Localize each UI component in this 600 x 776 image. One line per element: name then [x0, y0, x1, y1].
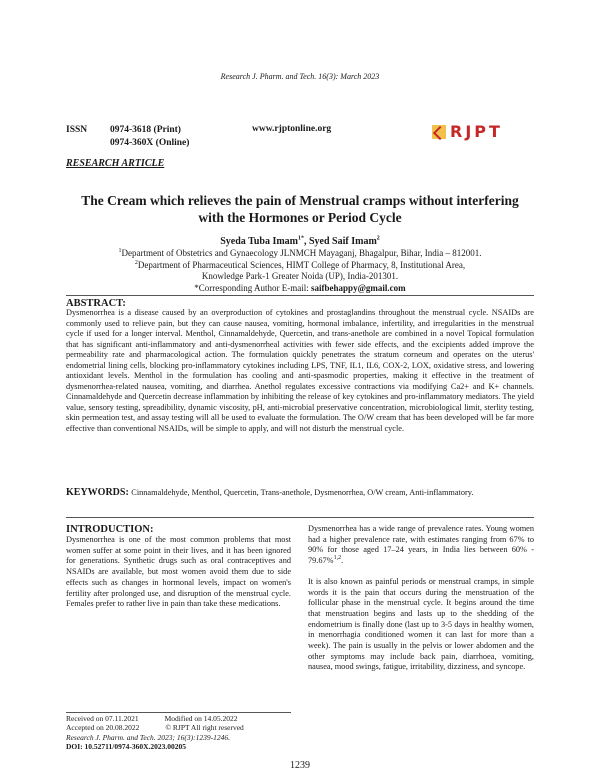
- copyright: © RJPT All right reserved: [165, 723, 244, 733]
- article-history-footnote: [66, 714, 296, 751]
- affiliation-2-cont: Knowledge Park-1 Greater Noida (UP), India-201301.: [201, 271, 399, 281]
- journal-running-header: Research J. Pharm. and Tech. 16(3): March 2023: [220, 72, 380, 81]
- issn-online: 0974-360X (Online): [110, 138, 190, 148]
- affiliation-2: Department of Pharmaceutical Sciences, HIMT College of Pharmacy, 8, Institutional Area,: [137, 259, 466, 270]
- introduction-right-paragraph-1: [308, 524, 534, 567]
- logo-text: RJPT: [450, 122, 503, 141]
- corresponding-email[interactable]: saifbehappy@gmail.com: [311, 282, 406, 293]
- introduction-left-paragraph: Dysmenorrhea is one of the most common problems that most women suffer at some point in their lives, and it has been ignored for generations. Synthetic drugs such as oral contraceptives and NSAIDs are available, but most women avoid them due to side effects such as changes in hormonal levels, impact on women's fertility after prolonged use, and disruption of the menstrual cycle. Females prefer to rather live in pain than take these medications.: [66, 535, 291, 609]
- affiliation-1: Department of Obstetrics and Gynaecology JLNMCH Mayaganj, Bhagalpur, Bihar, India – 812001.: [121, 248, 482, 258]
- received-date: Received on 07.11.2021: [66, 714, 139, 723]
- paper-title: The Cream which relieves the pain of Menstrual cramps without interfering with the Hormones or Period Cycle: [81, 193, 519, 225]
- abstract-body: Dysmenorrhea is a disease caused by an overproduction of cytokines and prostaglandins throughout the menstrual cycle. NSAIDs are commonly used to relieve pain, but they can cause nausea, vomiting, hormonal imbalance, infertility, and irregularities in the menstrual cycle if used for a longer interval. Menthol, Cinnamaldehyde, Quercetin, and trans-anethole are combined in a novel Topical formulation that has significant anti-inflammatory and anti-dysmenorrheal activities with fewer side effects, and the excipients added improve the permeability rate and pharmacological action. The formulation quickly penetrates the stratum corneum and operates on the uterus' endometrial lining cells, blocking pro-inflammatory cytokines including LPS, TNF, IL1, IL6, COX-2, LOX, oxidative stress, and lowering antioxidant levels. Menthol in the formulation has cooling and anti-spasmodic properties, making it effective in the treatment of dysmenorrhea-related nausea, vomiting, and diarrhea. Anethol regulates excessive contractions via modifying Ca2+ and K+ channels. Cinnamaldehyde and Quercetin decrease inflammation by inhibiting the release of key cytokines and pro-inflammatory mediators. The yield value, sensory testing, spreadibility, dynamic viscosity, pH, anti-microbial preservative concentration, microbiological limit, sterlity testing, skin permeation test, and assay testing will all be used to evaluate the formulation. The O/W cream that has been developed will be far more effective than conventional NSAIDs, will be simple to apply, and will not disturb the menstrual cycle.: [66, 308, 534, 433]
- citation: Research J. Pharm. and Tech. 2023; 16(3):1239-1246.: [66, 732, 231, 742]
- issn-block: [66, 124, 189, 150]
- author-list: [0, 236, 600, 247]
- author-separator: ,: [304, 236, 309, 247]
- keywords-text: Cinnamaldehyde, Menthol, Quercetin, Trans-anethole, Dysmenorrhea, O/W cream, Anti-inflammatory.: [131, 488, 474, 497]
- author-name: Syeda Tuba Imam: [220, 236, 298, 247]
- doi[interactable]: DOI: 10.52711/0974-360X.2023.00205: [66, 741, 186, 751]
- introduction-heading: INTRODUCTION:: [66, 524, 154, 535]
- keywords-label: KEYWORDS:: [66, 487, 132, 498]
- journal-website-link[interactable]: www.rjptonline.org: [252, 124, 332, 134]
- rjpt-logo: [432, 122, 538, 144]
- article-type: RESEARCH ARTICLE: [66, 158, 165, 169]
- keywords: [66, 488, 534, 499]
- logo-chevron-icon: [432, 125, 446, 139]
- issn-label: ISSN: [66, 125, 88, 135]
- modified-date: Modified on 14.05.2022: [164, 714, 238, 723]
- introduction-right-column: [308, 524, 534, 683]
- affiliations: [70, 248, 530, 294]
- author-affil-mark: 2: [376, 235, 380, 242]
- divider: [66, 517, 534, 518]
- author-affil-mark: 1*: [298, 235, 304, 242]
- page-number: 1239: [290, 760, 310, 771]
- citation-mark: 1,2: [333, 555, 342, 562]
- affil-mark: 1: [118, 248, 122, 254]
- accepted-date: Accepted on 20.08.2022: [66, 723, 140, 733]
- para-text: Dysmenorrhea has a wide range of prevalence rates. Young women had a higher prevalence rate, with estimates ranging from 67% to 90% for those aged 17–24 years, in India lies between 60% - 79.67%: [308, 524, 534, 566]
- issn-print: 0974-3618 (Print): [110, 125, 181, 135]
- divider: [66, 295, 534, 296]
- affil-mark: 2: [134, 259, 138, 266]
- footnote-divider: [66, 712, 291, 713]
- abstract-heading: ABSTRACT:: [66, 298, 126, 309]
- author-name: Syed Saif Imam: [309, 236, 377, 247]
- para-end: .: [341, 556, 344, 566]
- introduction-right-paragraph-2: It is also known as painful periods or menstrual cramps, in simple words it is the pain that occurs during the menstruation of the follicular phase in the menstrual cycle. It begins around the time that menstruation begins and lasts up to the shedding of the endometrium is finally done (last up to 3-5 days in healthy women, in menorrhagia conditioned women it can last for more than a week). The pain is usually in the pelvis or lower abdomen and the other symptoms may include back pain, diarrhoea, vomiting, nausea, mood swings, fatigue, irritability, dizziness, and syncope.: [308, 576, 534, 672]
- corresponding-label: *Corresponding Author E-mail:: [194, 282, 312, 293]
